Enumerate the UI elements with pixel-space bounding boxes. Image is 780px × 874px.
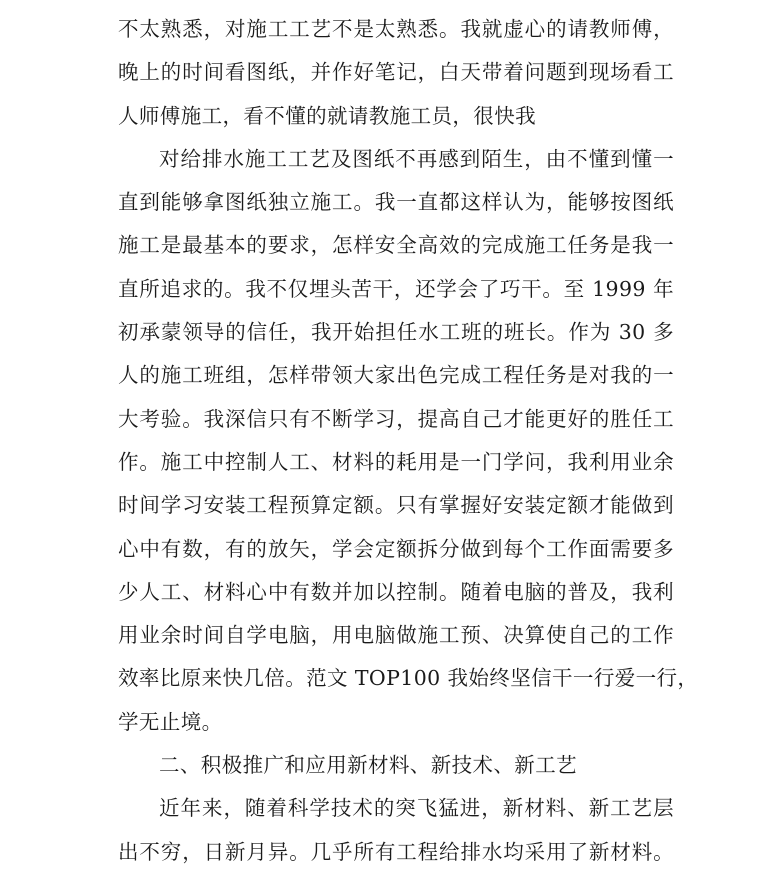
text-line: 直所追求的。我不仅埋头苦干，还学会了巧干。至 1999 年 bbox=[118, 276, 674, 301]
text-line: 近年来，随着科学技术的突飞猛进，新材料、新工艺层 bbox=[159, 796, 674, 821]
text-line: 不太熟悉，对施工工艺不是太熟悉。我就虚心的请教师傅， bbox=[118, 17, 674, 41]
text-line: 作。施工中控制人工、材料的耗用是一门学问，我利用业余 bbox=[118, 449, 674, 474]
text-line: 用业余时间自学电脑，用电脑做施工预、决算使自己的工作 bbox=[118, 623, 674, 648]
text-line: 施工是最基本的要求，怎样安全高效的完成施工任务是我一 bbox=[118, 233, 674, 258]
text-line: 少人工、材料心中有数并加以控制。随着电脑的普及，我利 bbox=[118, 579, 674, 604]
text-line: 心中有数，有的放矢，学会定额拆分做到每个工作面需要多 bbox=[118, 536, 674, 561]
text-line: 效率比原来快几倍。范文 TOP100 我始终坚信干一行爱一行， bbox=[118, 666, 699, 691]
text-line: 直到能够拿图纸独立施工。我一直都这样认为，能够按图纸 bbox=[118, 190, 674, 215]
text-line: 对给排水施工工艺及图纸不再感到陌生，由不懂到懂一 bbox=[159, 146, 674, 171]
text-line: 人的施工班组，怎样带领大家出色完成工程任务是对我的一 bbox=[118, 363, 674, 388]
text-line: 晚上的时间看图纸，并作好笔记，白天带着问题到现场看工 bbox=[118, 60, 674, 85]
text-line: 人师傅施工，看不懂的就请教施工员，很快我 bbox=[118, 103, 536, 128]
text-line: 大考验。我深信只有不断学习，提高自己才能更好的胜任工 bbox=[118, 406, 674, 431]
text-line: 初承蒙领导的信任，我开始担任水工班的班长。作为 30 多 bbox=[118, 320, 674, 345]
document-page bbox=[118, 8, 699, 874]
text-line: 时间学习安装工程预算定额。只有掌握好安装定额才能做到 bbox=[118, 493, 674, 518]
section-heading: 二、积极推广和应用新材料、新技术、新工艺 bbox=[159, 753, 577, 778]
text-line: 出不穷，日新月异。几乎所有工程给排水均采用了新材料。 bbox=[118, 839, 674, 864]
text-line: 学无止境。 bbox=[118, 709, 223, 734]
